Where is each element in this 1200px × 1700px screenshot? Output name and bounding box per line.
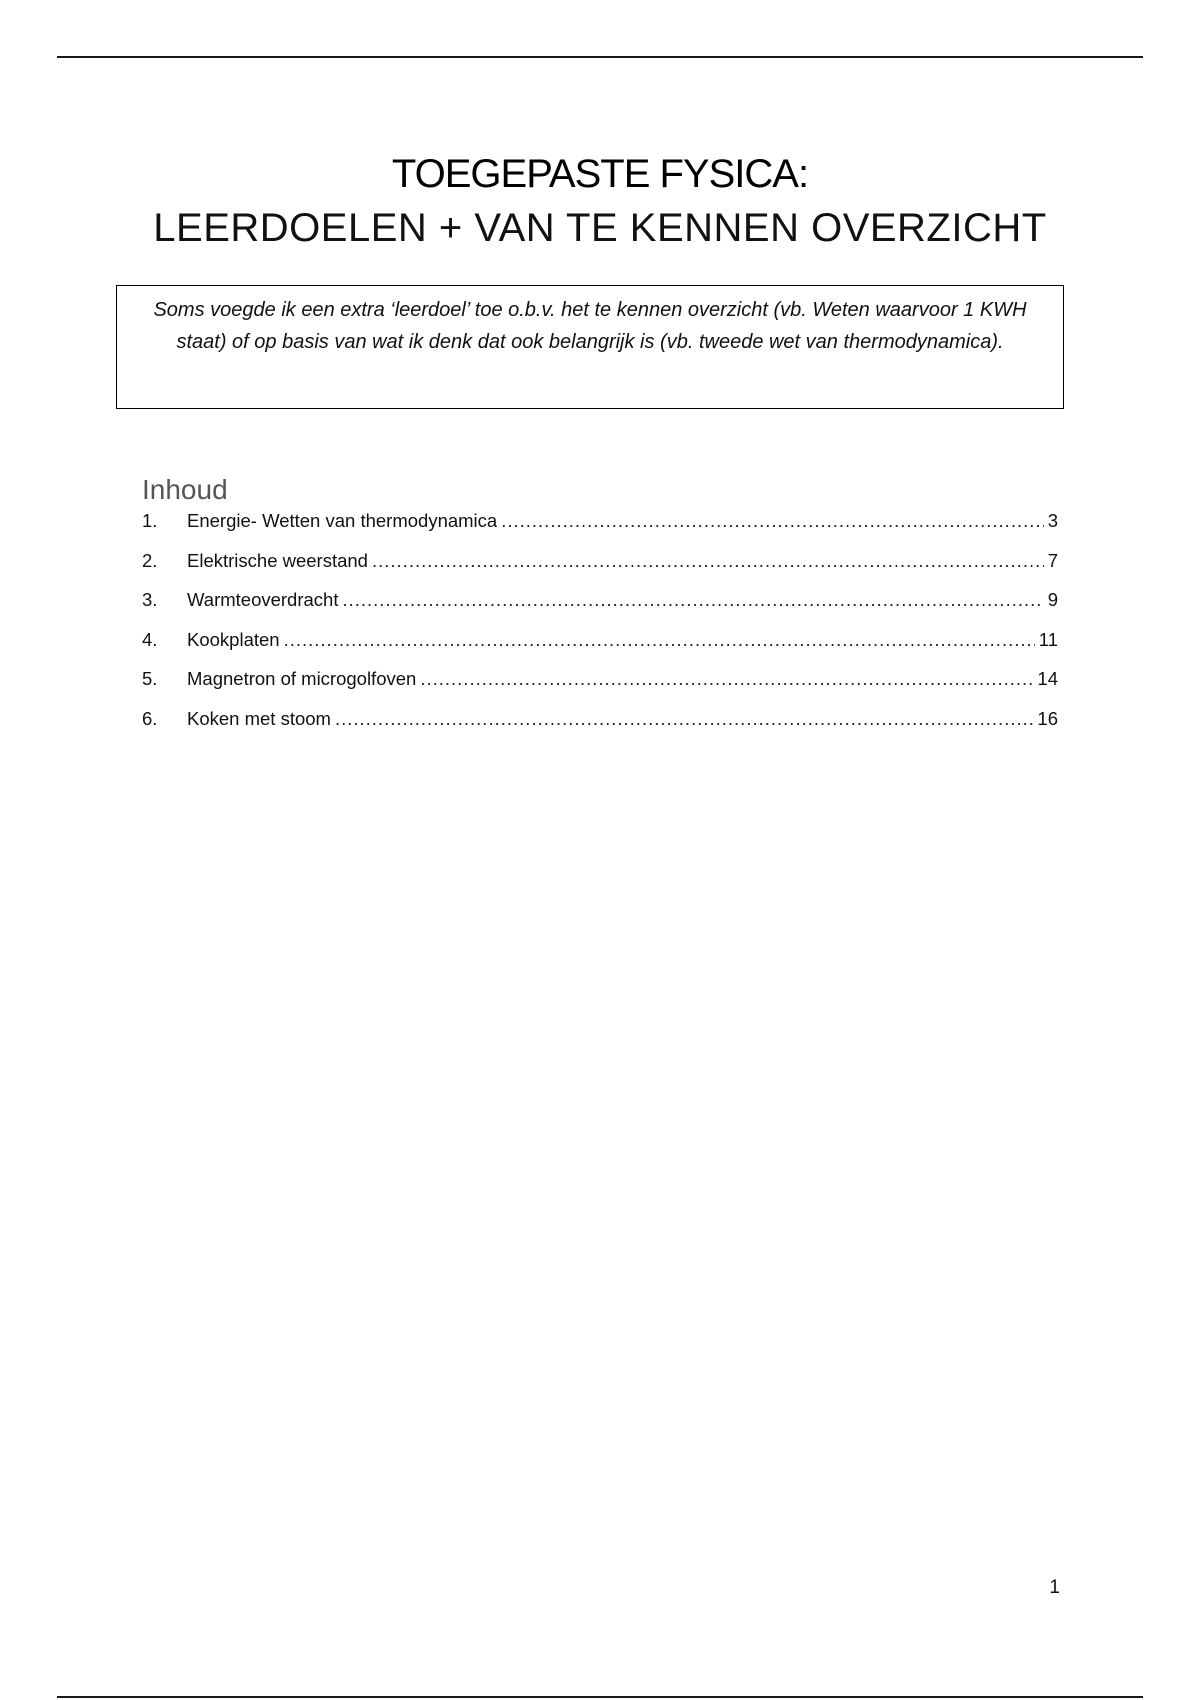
toc-entry-page[interactable]: 9 xyxy=(1047,589,1058,611)
toc-entry-page[interactable]: 16 xyxy=(1037,707,1058,729)
toc-entry-number: 1. xyxy=(142,510,158,531)
toc-entry-page[interactable]: 11 xyxy=(1038,628,1058,650)
note-box: Soms voegde ik een extra ‘leerdoel’ toe o.b.v. het te kennen overzicht (vb. Weten waarvoor 1 KWH staat) of op basis van wat ik denk dat ook belangrijk is (vb. tweede wet van thermodynamica). xyxy=(116,285,1064,409)
toc-entry[interactable] xyxy=(142,550,1058,590)
toc-entry[interactable] xyxy=(142,708,1058,748)
toc-entry-number: 5. xyxy=(142,668,158,690)
table-of-contents xyxy=(142,470,1058,748)
toc-dot-leader xyxy=(335,708,1033,730)
toc-dot-leader xyxy=(342,589,1043,611)
toc-list xyxy=(142,510,1058,748)
toc-entry-number: 4. xyxy=(142,628,158,650)
toc-dot-leader xyxy=(284,629,1035,651)
toc-dot-leader xyxy=(372,550,1044,572)
toc-heading: Inhoud xyxy=(142,474,228,505)
toc-entry-title[interactable]: Energie- Wetten van thermodynamica xyxy=(187,510,498,531)
toc-entry-title[interactable]: Kookplaten xyxy=(187,628,280,650)
toc-dot-leader xyxy=(501,510,1044,532)
toc-entry[interactable] xyxy=(142,668,1058,708)
footer-rule xyxy=(57,1696,1143,1698)
toc-entry-title[interactable]: Elektrische weerstand xyxy=(187,549,368,571)
toc-entry-number: 6. xyxy=(142,707,158,729)
page-number: 1 xyxy=(1049,1577,1060,1598)
toc-entry[interactable] xyxy=(142,510,1058,550)
header-rule xyxy=(57,56,1143,58)
toc-entry-number: 2. xyxy=(142,549,158,571)
document-subtitle: LEERDOELEN + VAN TE KENNEN OVERZICHT xyxy=(153,206,1047,250)
toc-dot-leader xyxy=(420,668,1033,690)
toc-entry-title[interactable]: Magnetron of microgolfoven xyxy=(187,668,417,690)
toc-entry-page[interactable]: 3 xyxy=(1047,510,1058,531)
document-title: TOEGEPASTE FYSICA: xyxy=(391,152,809,196)
toc-entry[interactable] xyxy=(142,629,1058,669)
title-block xyxy=(0,148,1200,256)
toc-entry-page[interactable]: 7 xyxy=(1047,549,1058,571)
toc-entry-number: 3. xyxy=(142,589,158,611)
toc-entry-page[interactable]: 14 xyxy=(1037,668,1058,690)
toc-entry-title[interactable]: Koken met stoom xyxy=(187,707,331,729)
toc-entry-title[interactable]: Warmteoverdracht xyxy=(187,589,339,611)
toc-entry[interactable] xyxy=(142,589,1058,629)
